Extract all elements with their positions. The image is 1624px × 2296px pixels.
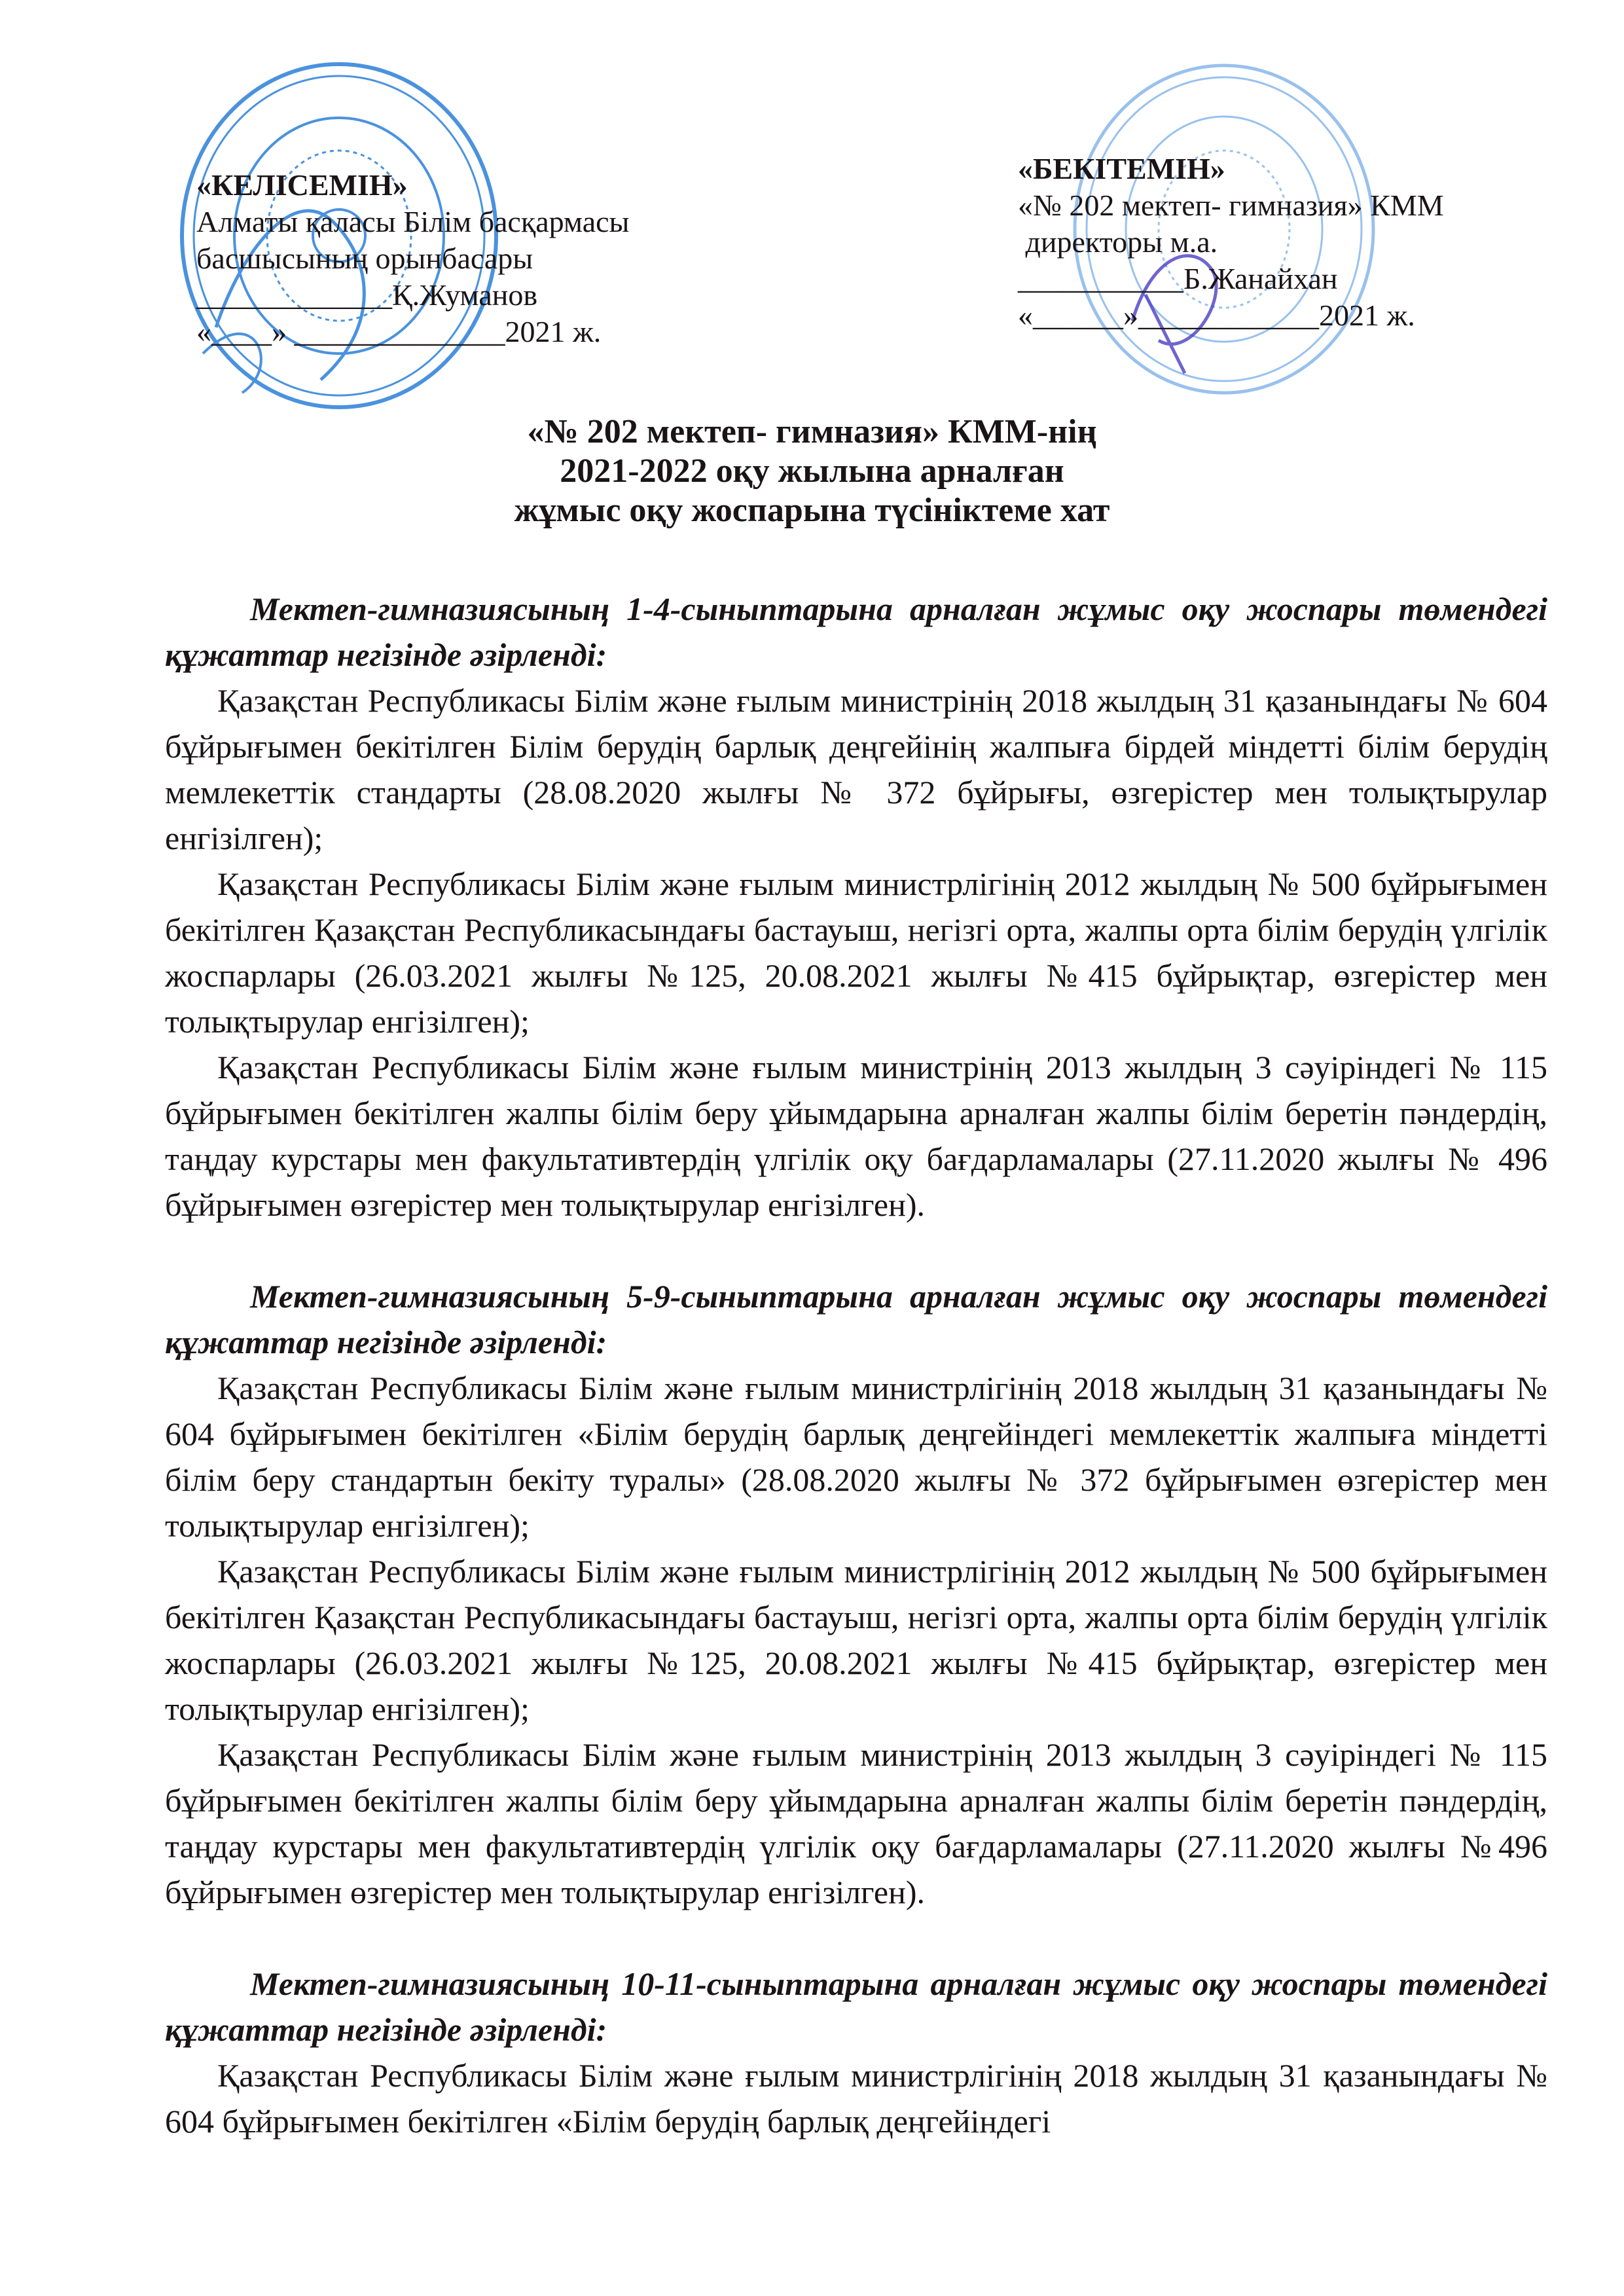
section-grades-10-11: [165, 1961, 1547, 2144]
agreed-heading: «КЕЛІСЕМІН»: [196, 168, 408, 202]
agreed-date-line: «____» ______________2021 ж.: [196, 315, 602, 348]
section-heading: Мектеп-гимназиясының 5-9-сыныптарына арналған жұмыс оқу жоспары төмендегі құжаттар негізінде әзірленді:: [165, 1278, 1547, 1360]
paragraph: Қазақстан Республикасы Білім және ғылым министрінің 2018 жылдың 31 қазанындағы № 604 бұйрығымен бекітілген Білім берудің барлық деңгейінің жалпыға бірдей міндетті білім берудің мемлекеттік стандарты (28.08.2020 жылғы № 372 бұйрығы, өзгерістер мен толықтырулар енгізілген);: [165, 682, 1547, 856]
paragraph: Қазақстан Республикасы Білім және ғылым министрлігінің 2018 жылдың 31 қазанындағы № 604 бұйрығымен бекітілген «Білім берудің барлық деңгейіндегі мемлекеттік жалпыға міндетті білім беру стандартын бекіту туралы» (28.08.2020 жылғы № 372 бұйрығымен өзгерістер мен толықтырулар енгізілген);: [165, 1370, 1547, 1544]
agreed-signature-line: _____________Қ.Жуманов: [196, 278, 538, 312]
section-grades-5-9: [165, 1273, 1547, 1915]
approved-heading: «БЕКІТЕМІН»: [1018, 152, 1225, 185]
approved-line: директоры м.а.: [1018, 225, 1218, 259]
approved-date-line: «______»____________2021 ж.: [1018, 299, 1415, 332]
agreed-line: Алматы қаласы Білім басқармасы: [196, 205, 630, 238]
document-title: [0, 412, 1624, 530]
approved-line: «№ 202 мектеп- гимназия» КММ: [1018, 189, 1444, 222]
paragraph: Қазақстан Республикасы Білім және ғылым министрлігінің 2018 жылдың 31 қазанындағы № 604 бұйрығымен бекітілген «Білім берудің барлық деңгейіндегі: [165, 2057, 1547, 2140]
agreed-block: [196, 167, 629, 350]
paragraph: Қазақстан Республикасы Білім және ғылым министрінің 2013 жылдың 3 сәуіріндегі № 115 бұйрығымен бекітілген жалпы білім беру ұйымдарына арналған жалпы білім беретін пәндердің, таңдау курстары мен факультативтердің үлгілік оқу бағдарламалары (27.11.2020 жылғы №496 бұйрығымен өзгерістер мен толықтырулар енгізілген).: [165, 1736, 1547, 1910]
title-line: «№ 202 мектеп- гимназия» КММ-нің: [527, 413, 1097, 450]
paragraph: Қазақстан Республикасы Білім және ғылым министрінің 2013 жылдың 3 сәуіріндегі № 115 бұйрығымен бекітілген жалпы білім беру ұйымдарына арналған жалпы білім беретін пәндердің, таңдау курстары мен факультативтердің үлгілік оқу бағдарламалары (27.11.2020 жылғы № 496 бұйрығымен өзгерістер мен толықтырулар енгізілген).: [165, 1049, 1547, 1223]
title-line: 2021-2022 оқу жылына арналған: [560, 452, 1064, 490]
agreed-line: басшысының орынбасары: [196, 242, 533, 275]
paragraph: Қазақстан Республикасы Білім және ғылым министрлігінің 2012 жылдың № 500 бұйрығымен бекітілген Қазақстан Республикасындағы бастауыш, негізгі орта, жалпы орта білім берудің үлгілік жоспарлары (26.03.2021 жылғы №125, 20.08.2021 жылғы №415 бұйрықтар, өзгерістер мен толықтырулар енгізілген);: [165, 1553, 1547, 1727]
approved-signature-line: ___________Б.Жанайхан: [1018, 262, 1338, 295]
paragraph: Қазақстан Республикасы Білім және ғылым министрлігінің 2012 жылдың № 500 бұйрығымен бекітілген Қазақстан Республикасындағы бастауыш, негізгі орта, жалпы орта білім берудің үлгілік жоспарлары (26.03.2021 жылғы №125, 20.08.2021 жылғы №415 бұйрықтар, өзгерістер мен толықтырулар енгізілген);: [165, 866, 1547, 1040]
document-body: [165, 586, 1547, 2144]
section-heading: Мектеп-гимназиясының 10-11-сыныптарына арналған жұмыс оқу жоспары төмендегі құжаттар негізінде әзірленді:: [165, 1965, 1547, 2048]
section-grades-1-4: [165, 586, 1547, 1228]
title-line: жұмыс оқу жоспарына түсініктеме хат: [514, 492, 1110, 529]
approved-block: [1018, 151, 1444, 334]
section-heading: Мектеп-гимназиясының 1-4-сыныптарына арналған жұмыс оқу жоспары төмендегі құжаттар негізінде әзірленді:: [165, 591, 1547, 673]
